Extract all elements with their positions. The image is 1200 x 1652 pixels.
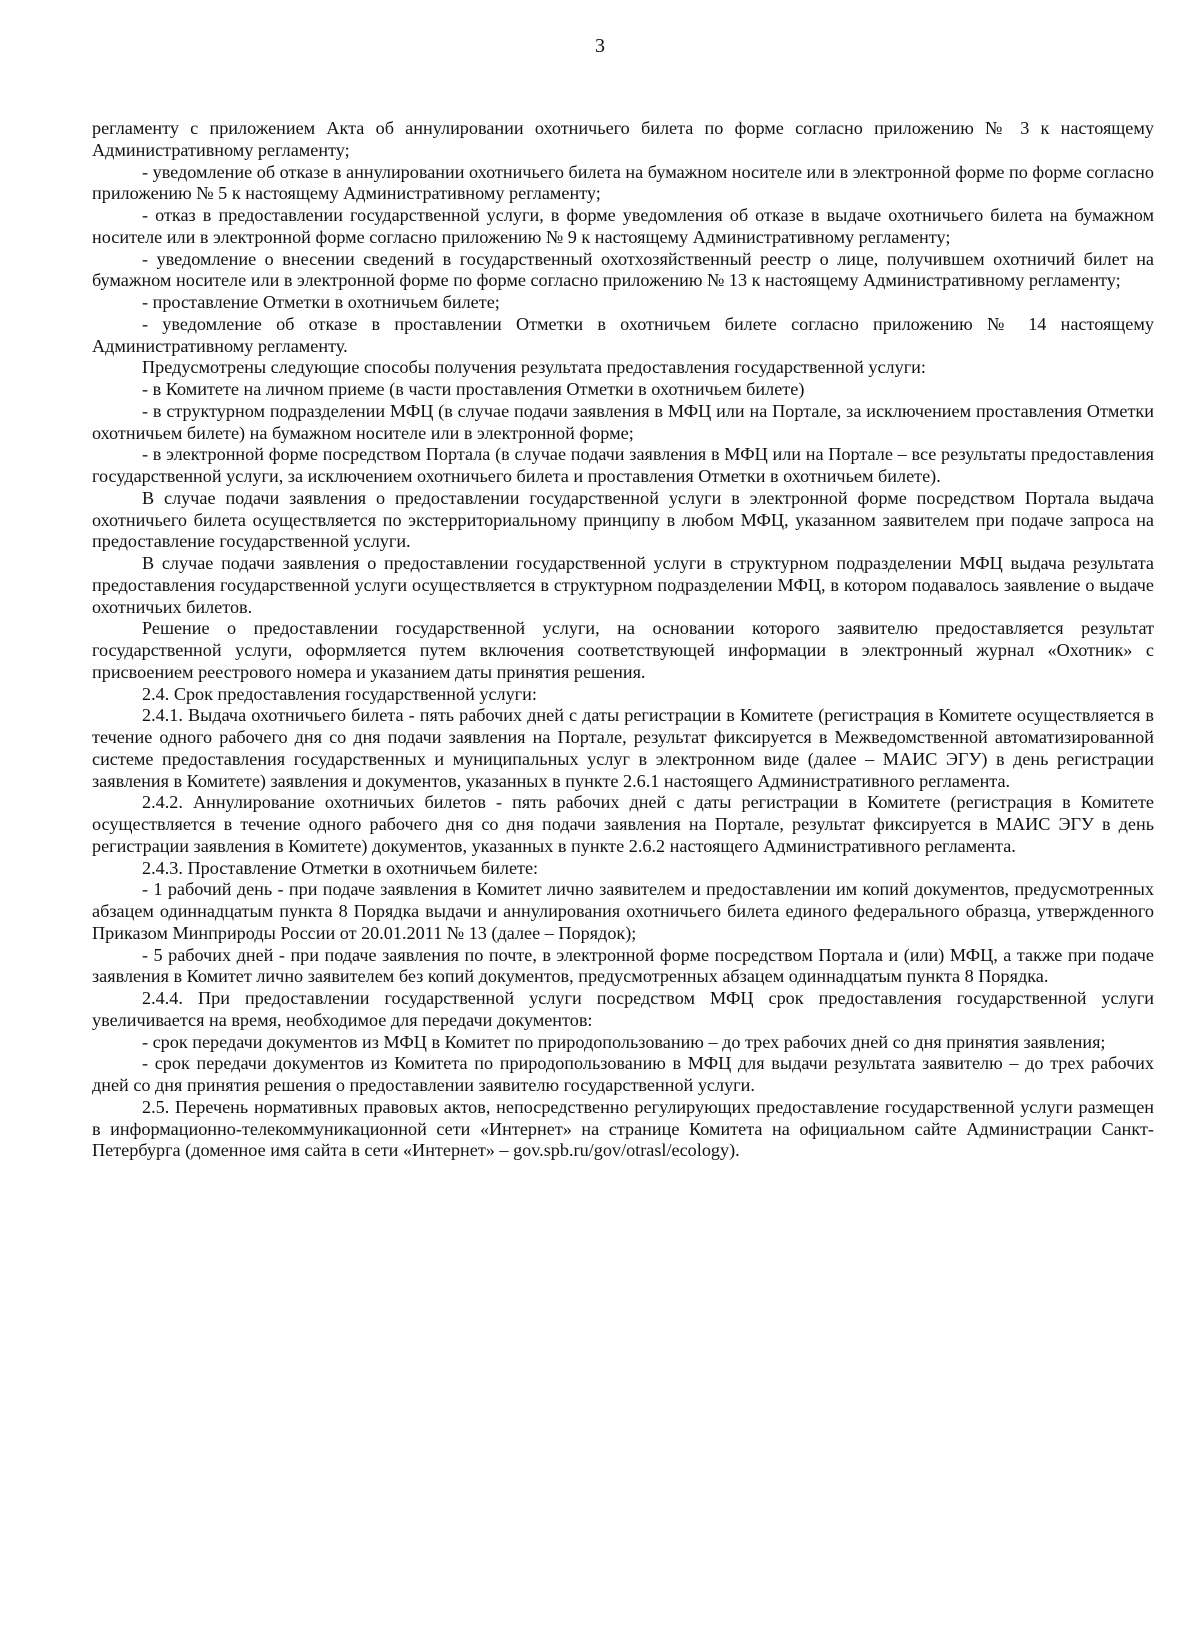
section-2-4-1: 2.4.1. Выдача охотничьего билета - пять рабочих дней с даты регистрации в Комитете (регистрация в Комитете осуществляется в течение одного рабочего дня со дня подачи заявления на Портале, результат фиксируется в Межведомственной автоматизированной системе предоставления государственных и муниципальных услуг в электронном виде (далее – МАИС ЭГУ) в день регистрации заявления в Комитете) заявления и документов, указанных в пункте 2.6.1 настоящего Административного регламента. xyxy=(92,705,1154,791)
paragraph-mfc-issue: В случае подачи заявления о предоставлении государственной услуги в структурном подразделении МФЦ выдача результата предоставления государственной услуги осуществляется в структурном подразделении МФЦ, в котором подавалось заявление о выдаче охотничьих билетов. xyxy=(92,553,1154,617)
paragraph-notice-refusal-mark: - уведомление об отказе в проставлении Отметки в охотничьем билете согласно приложению № 14 настоящему Административному регламенту. xyxy=(92,313,1154,356)
section-2-5: 2.5. Перечень нормативных правовых актов, непосредственно регулирующих предоставление государственной услуги размещен в информационно-телекоммуникационной сети «Интернет» на странице Комитета на официальном сайте Администрации Санкт-Петербурга (доменное имя сайта в сети «Интернет» – gov.spb.ru/gov/otrasl/ecology). xyxy=(92,1096,1154,1161)
paragraph-transfer-to-mfc: - срок передачи документов из Комитета по природопользованию в МФЦ для выдачи результата заявителю – до трех рабочих дней со дня принятия решения о предоставлении заявителю государственной услуги. xyxy=(92,1053,1154,1095)
page-number: 3 xyxy=(595,35,605,57)
paragraph-method-portal: - в электронной форме посредством Портала (в случае подачи заявления в МФЦ или на Портале – все результаты предоставления государственной услуги, за исключением охотничьего билета и проставления Отметки в охотничьем билете). xyxy=(92,444,1154,486)
paragraph-transfer-to-committee: - срок передачи документов из МФЦ в Комитет по природопользованию – до трех рабочих дней со дня принятия заявления; xyxy=(142,1031,1106,1052)
paragraph-mark-placement: - проставление Отметки в охотничьем билете; xyxy=(142,292,500,312)
paragraph-refusal-service: - отказ в предоставлении государственной услуги, в форме уведомления об отказе в выдаче охотничьего билета на бумажном носителе или в электронной форме согласно приложению № 9 к настоящему Административному регламенту; xyxy=(92,205,1154,247)
paragraph-notice-registry: - уведомление о внесении сведений в государственный охотхозяйственный реестр о лице, получившем охотничий билет на бумажном носителе или в электронной форме по форме согласно приложению № 13 к настоящему Административному регламенту; xyxy=(92,248,1154,291)
paragraph-decision: Решение о предоставлении государственной услуги, на основании которого заявителю предоставляется результат государственной услуги, оформляется путем включения соответствующей информации в электронный журнал «Охотник» с присвоением реестрового номера и указанием даты принятия решения. xyxy=(92,618,1154,682)
paragraph-result-methods: Предусмотрены следующие способы получения результата предоставления государственной услуги: xyxy=(142,357,926,378)
paragraph-method-mfc: - в структурном подразделении МФЦ (в случае подачи заявления в МФЦ или на Портале, за исключением проставления Отметки охотничьем билете) на бумажном носителе или в электронной форме; xyxy=(92,400,1154,443)
section-2-4-4: 2.4.4. При предоставлении государственной услуги посредством МФЦ срок предоставления государственной услуги увеличивается на время, необходимое для передачи документов: xyxy=(92,988,1154,1030)
paragraph-notice-refusal-annulment: - уведомление об отказе в аннулировании охотничьего билета на бумажном носителе или в электронной форме по форме согласно приложению № 5 к настоящему Административному регламенту; xyxy=(92,161,1154,204)
paragraph-five-days: - 5 рабочих дней - при подаче заявления по почте, в электронной форме посредством Портала и (или) МФЦ, а также при подаче заявления в Комитет лично заявителем без копий документов, предусмотренных абзацем одиннадцатым пункта 8 Порядка. xyxy=(92,944,1154,987)
section-2-4-2: 2.4.2. Аннулирование охотничьих билетов - пять рабочих дней с даты регистрации в Комитете (регистрация в Комитете осуществляется в течение одного рабочего дня со дня подачи заявления на Портале, результат фиксируется в МАИС ЭГУ в день регистрации заявления в Комитете) документов, указанных в пункте 2.6.2 настоящего Административного регламента. xyxy=(92,792,1154,856)
section-2-4-heading: 2.4. Срок предоставления государственной услуги: xyxy=(142,683,537,704)
paragraph-portal-extraterritorial: В случае подачи заявления о предоставлении государственной услуги в электронной форме посредством Портала выдача охотничьего билета осуществляется по экстерриториальному принципу в любом МФЦ, указанном заявителем при подаче запроса на предоставление государственной услуги. xyxy=(92,487,1154,552)
paragraph-continuation: регламенту с приложением Акта об аннулировании охотничьего билета по форме согласно приложению № 3 к настоящему Административному регламенту; xyxy=(92,118,1154,160)
paragraph-method-committee: - в Комитете на личном приеме (в части проставления Отметки в охотничьем билете) xyxy=(142,379,805,399)
document-body xyxy=(92,118,1154,1162)
paragraph-one-day: - 1 рабочий день - при подаче заявления в Комитет лично заявителем и предоставлении им копий документов, предусмотренных абзацем одиннадцатым пункта 8 Порядка выдачи и аннулирования охотничьего билета единого федерального образца, утвержденного Приказом Минприроды России от 20.01.2011 № 13 (далее – Порядок); xyxy=(92,879,1154,943)
section-2-4-3: 2.4.3. Проставление Отметки в охотничьем билете: xyxy=(142,857,539,878)
